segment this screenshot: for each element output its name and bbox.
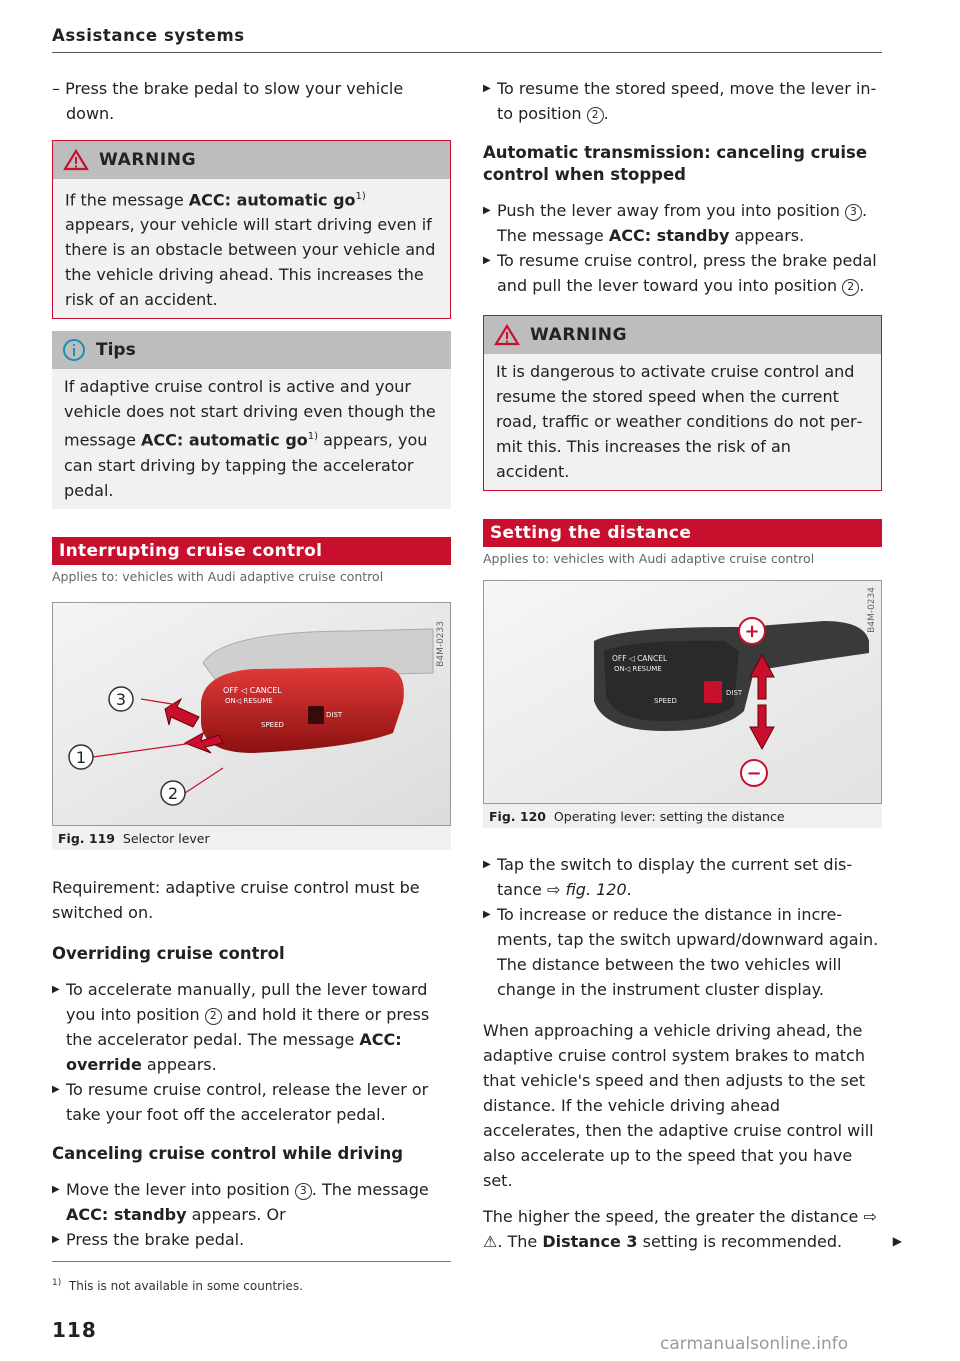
heading-overriding: Overriding cruise control xyxy=(52,943,285,963)
warning-triangle-icon xyxy=(63,149,89,171)
position-marker: 2 xyxy=(842,279,859,296)
item-text: and hold it there or press the accelerator pedal. The message xyxy=(66,1004,430,1049)
item-text: To increase or reduce the distance in increments, tap the switch upward/downward again. The distance between the two vehicles will change in the instrument cluster display. xyxy=(497,905,879,999)
item-text: . xyxy=(626,880,632,899)
figure-caption xyxy=(52,826,451,850)
bullet-icon: ▶ xyxy=(483,909,491,920)
tips-box xyxy=(52,331,451,508)
list-item xyxy=(52,1227,451,1252)
footnote-ref[interactable]: 1) xyxy=(307,431,319,443)
section-header: Assistance systems xyxy=(52,26,245,45)
figure-caption-text: Operating lever: setting the distance xyxy=(553,809,785,824)
item-text: Press the brake pedal. xyxy=(66,1229,245,1249)
item-text: To resume cruise control, release the lever or take your foot off the accelerator pedal. xyxy=(66,1079,429,1124)
tips-body xyxy=(52,369,451,508)
lever-resume-label: ON◁ RESUME xyxy=(225,696,273,705)
warning-box xyxy=(52,140,451,319)
item-text: appears. xyxy=(141,1054,217,1074)
item-message: ACC: standby xyxy=(608,226,730,245)
list-item xyxy=(483,902,882,1002)
bullet-icon: ▶ xyxy=(483,859,491,870)
selector-lever-drawing xyxy=(53,603,450,825)
footnote-mark: 1) xyxy=(52,1278,62,1288)
item-text: . xyxy=(603,104,609,123)
item-text: . xyxy=(859,276,865,295)
item-text: To accelerate manually, pull the lever toward you into position xyxy=(66,979,428,1024)
bullet-icon: ▶ xyxy=(483,83,491,94)
heading-canceling: Canceling cruise control while driving xyxy=(52,1143,404,1163)
figure-number: Fig. 119 xyxy=(58,830,115,846)
item-text: appears. Or xyxy=(186,1204,286,1224)
item-text: . The message xyxy=(497,201,868,245)
figure-number: Fig. 120 xyxy=(489,809,546,824)
section-title-setting-distance: Setting the distance xyxy=(483,519,882,547)
figure-caption-text: Selector lever xyxy=(122,830,210,846)
lever-dist-label: DIST xyxy=(326,710,343,719)
footnote-text: This is not available in some countries. xyxy=(68,1279,303,1293)
warning-body xyxy=(53,179,450,318)
heading-automatic-transmission: Automatic transmission: canceling cruise control when stopped xyxy=(483,143,868,184)
item-message: ACC: override xyxy=(66,1029,402,1074)
item-text: Move the lever into position xyxy=(66,1179,295,1199)
figure-code: B4M-0234 xyxy=(867,587,877,633)
bullet-icon: ▶ xyxy=(52,983,60,995)
plus-label: + xyxy=(744,621,760,642)
item-text: Push the lever away from you into position xyxy=(497,201,845,220)
right-column xyxy=(483,76,902,1254)
warning-reference-link[interactable]: ⇨ ⚠ xyxy=(483,1207,877,1251)
watermark: carmanualsonline.info xyxy=(660,1334,849,1354)
list-item xyxy=(483,248,882,298)
warning-triangle-icon xyxy=(494,324,520,346)
minus-label: − xyxy=(746,763,762,784)
lever-speed-label: SPEED xyxy=(654,697,677,705)
figure-caption xyxy=(483,804,882,828)
page-number: 118 xyxy=(52,1318,97,1342)
lever-resume-label: ON◁ RESUME xyxy=(614,665,662,673)
list-item xyxy=(483,198,882,248)
tips-header xyxy=(52,331,451,369)
intro-dash-item: – Press the brake pedal to slow your vehicle down. xyxy=(52,79,404,123)
lever-dist-label: DIST xyxy=(726,689,743,697)
position-marker: 2 xyxy=(587,107,604,124)
callout-3-label: 3 xyxy=(115,689,127,709)
list-item xyxy=(483,852,882,902)
lever-cancel-label: OFF ◁ CANCEL xyxy=(612,654,668,663)
applies-to-note: Applies to: vehicles with Audi adaptive cruise control xyxy=(483,551,815,566)
list-item xyxy=(52,1077,451,1127)
position-marker: 2 xyxy=(205,1008,222,1025)
warning-text: If the message xyxy=(65,190,189,210)
list-item xyxy=(52,1177,451,1227)
paragraph-text: The higher the speed, the greater the distance xyxy=(483,1207,864,1226)
applies-to-note: Applies to: vehicles with Audi adaptive cruise control xyxy=(52,568,384,584)
tips-text: If adaptive cruise control is active and your vehicle does not start driving even though the message xyxy=(64,377,436,450)
item-text: To resume cruise control, press the brake pedal and pull the lever toward you into position xyxy=(497,251,877,295)
item-text: Tap the switch to display the current set distance xyxy=(497,855,853,899)
list-item xyxy=(52,977,451,1077)
position-marker: 3 xyxy=(295,1183,312,1200)
paragraph-text: . The xyxy=(497,1232,543,1251)
info-icon xyxy=(62,338,86,362)
bullet-icon: ▶ xyxy=(52,1183,60,1195)
paragraph: When approaching a vehicle driving ahead, the adaptive cruise control system brakes to match that vehicle's speed and then adjusts to the set distance. If the vehicle driving ahead accelerates, then the adaptive cruise control will also accelerate up to the speed that you have set. xyxy=(483,1021,874,1190)
tips-text: appears, you can start driving by tapping the accelerator pedal. xyxy=(64,430,428,500)
operating-lever-illustration xyxy=(483,580,882,804)
warning-text: appears, your vehicle will start driving even if there is an obstacle between your vehicle and the vehicle driving ahead. This increases the risk of an accident. xyxy=(65,215,436,310)
item-message: ACC: standby xyxy=(66,1204,187,1224)
requirement-text: Requirement: adaptive cruise control must be switched on. xyxy=(52,877,420,922)
item-text: To resume the stored speed, move the lever into position xyxy=(497,79,877,123)
lever-speed-label: SPEED xyxy=(261,720,284,729)
section-title-interrupting: Interrupting cruise control xyxy=(52,537,451,565)
figure-119 xyxy=(52,602,451,850)
warning-message: ACC: automatic go xyxy=(188,190,356,210)
warning-body: It is dangerous to activate cruise control and resume the stored speed when the current road, traffic or weather conditions do not permit this. This increases the risk of an accident. xyxy=(496,362,863,481)
selector-lever-illustration xyxy=(52,602,451,826)
item-text: . The message xyxy=(311,1179,429,1199)
figure-reference-link[interactable]: ⇨ fig. 120 xyxy=(546,880,627,899)
paragraph-text: setting is recommended. xyxy=(637,1232,843,1251)
position-marker: 3 xyxy=(845,204,862,221)
bullet-icon: ▶ xyxy=(52,1083,60,1095)
continue-arrow-icon: ▶ xyxy=(892,1234,902,1248)
bullet-icon: ▶ xyxy=(483,205,491,216)
bullet-icon: ▶ xyxy=(483,255,491,266)
bullet-icon: ▶ xyxy=(52,1233,60,1245)
lever-cancel-label: OFF ◁ CANCEL xyxy=(223,685,282,695)
tips-title: Tips xyxy=(96,340,136,361)
paragraph xyxy=(483,1204,902,1254)
list-item xyxy=(483,76,882,126)
footnote-ref[interactable]: 1) xyxy=(355,191,366,202)
footnote xyxy=(52,1278,303,1293)
footnote-rule xyxy=(52,1261,451,1262)
paragraph-strong: Distance 3 xyxy=(542,1232,638,1251)
figure-120 xyxy=(483,580,882,828)
item-text: appears. xyxy=(729,226,805,245)
header-rule xyxy=(52,52,882,53)
callout-1-label: 1 xyxy=(75,747,87,767)
figure-code: B4M-0233 xyxy=(436,620,446,667)
warning-header xyxy=(53,141,450,179)
callout-2-label: 2 xyxy=(167,783,179,803)
warning-box xyxy=(483,315,882,491)
warning-title: WARNING xyxy=(530,325,628,345)
left-column xyxy=(52,76,451,1252)
tips-message: ACC: automatic go xyxy=(141,430,308,450)
warning-title: WARNING xyxy=(99,150,197,170)
warning-header xyxy=(484,316,881,354)
operating-lever-drawing xyxy=(484,581,881,803)
